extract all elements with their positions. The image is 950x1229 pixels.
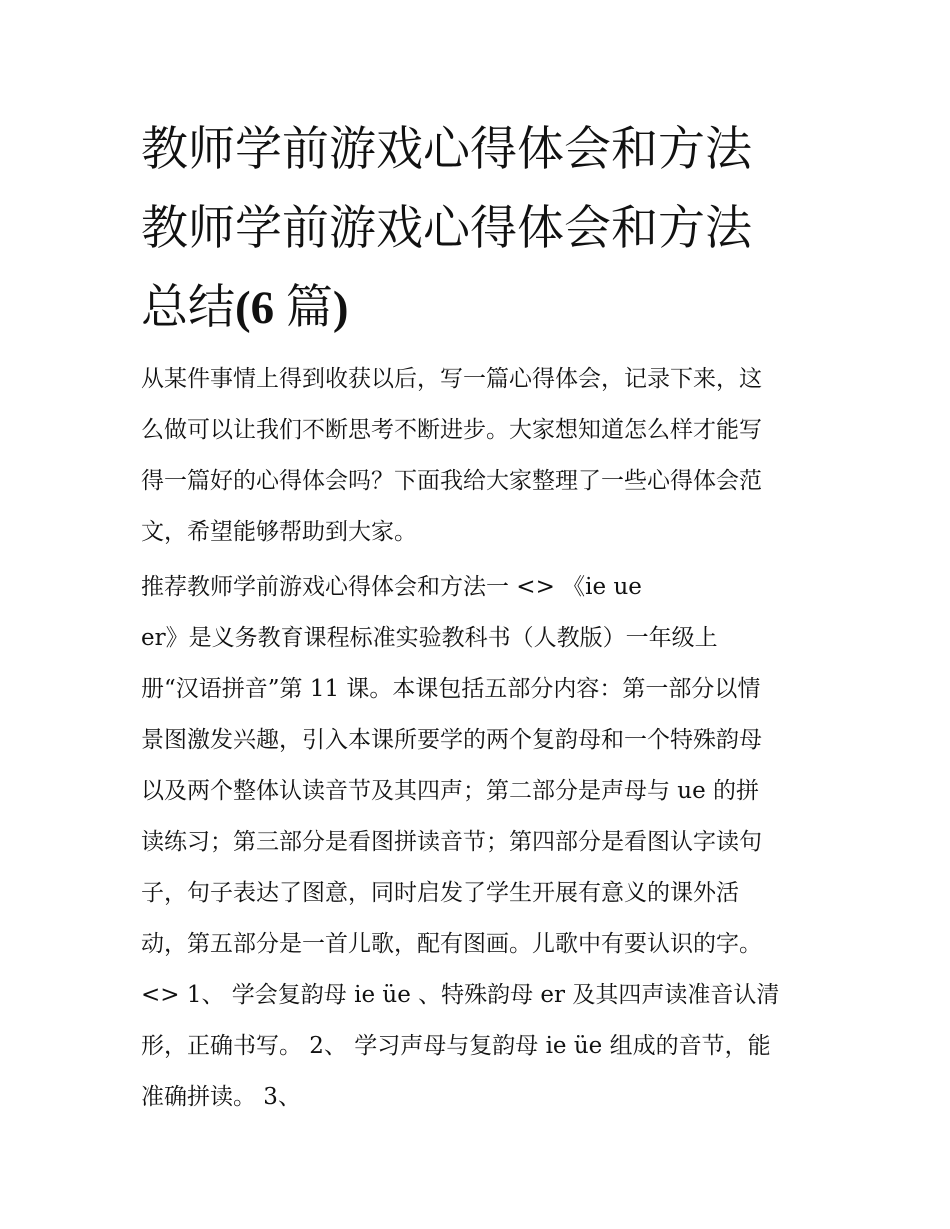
title-count-open: (6	[235, 282, 286, 334]
title-line-3	[141, 268, 813, 348]
intro-line: 文，希望能够帮助到大家。	[141, 519, 417, 545]
title-line-2: 教师学前游戏心得体会和方法	[141, 201, 752, 256]
intro-paragraph	[141, 354, 813, 558]
intro-line: 从某件事情上得到收获以后，写一篇心得体会，记录下来，这	[141, 366, 762, 392]
body-line: 动，第五部分是一首儿歌，配有图画。儿歌中有要认识的字。	[141, 931, 762, 957]
body-line: 册“汉语拼音”第 11 课。本课包括五部分内容：第一部分以情	[141, 676, 761, 702]
body-line: 以及两个整体认读音节及其四声；第二部分是声母与 ue 的拼	[141, 778, 760, 804]
body-line: 读练习；第三部分是看图拼读音节；第四部分是看图认字读句	[141, 829, 762, 855]
intro-line: 得一篇好的心得体会吗？下面我给大家整理了一些心得体会范	[141, 468, 762, 494]
body-line: <> 1、 学会复韵母 ie üe 、特殊韵母 er 及其四声读准音认清	[141, 982, 780, 1008]
title-line-1: 教师学前游戏心得体会和方法	[141, 122, 752, 177]
title-count-close: )	[332, 282, 349, 334]
body-line: 推荐教师学前游戏心得体会和方法一 <> 《ie ue	[141, 574, 642, 600]
intro-line: 么做可以让我们不断思考不断进步。大家想知道怎么样才能写	[141, 417, 762, 443]
body-line: er》是义务教育课程标准实验教科书（人教版）一年级上	[141, 625, 718, 651]
title-count-unit: 篇	[285, 280, 333, 335]
body-line: 子，句子表达了图意，同时启发了学生开展有意义的课外活	[141, 880, 739, 906]
body-line: 景图激发兴趣，引入本课所要学的两个复韵母和一个特殊韵母	[141, 727, 762, 753]
document-page	[141, 110, 813, 1123]
body-paragraph	[141, 562, 813, 1123]
title-prefix: 总结	[141, 280, 235, 335]
body-line: 准确拼读。 3、	[141, 1084, 301, 1110]
document-title	[141, 110, 813, 348]
body-line: 形，正确书写。 2、 学习声母与复韵母 ie üe 组成的音节，能	[141, 1033, 771, 1059]
